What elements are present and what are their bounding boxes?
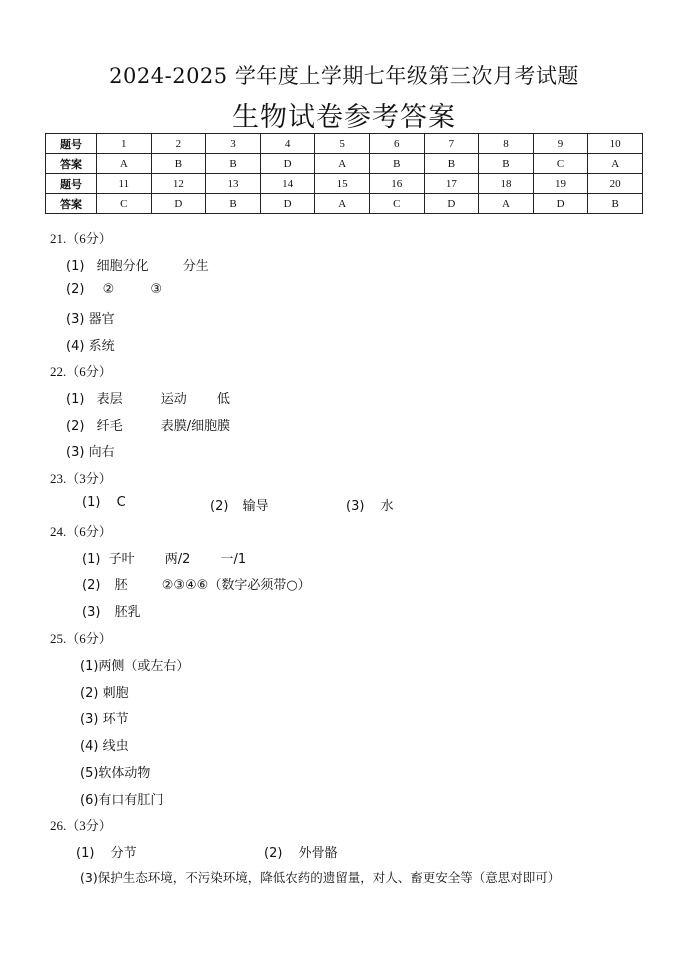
answer-cell: B bbox=[479, 154, 534, 174]
part-label: (2) bbox=[210, 499, 229, 514]
answer-text: 线虫 bbox=[102, 739, 129, 754]
part-label: (3) bbox=[66, 445, 85, 460]
question-number: 3 bbox=[206, 134, 261, 154]
q26-answer-1 bbox=[76, 842, 137, 861]
part-label: (1) bbox=[82, 495, 101, 510]
q23-answer-1 bbox=[82, 495, 126, 510]
q25-heading: 25.（6分） bbox=[50, 631, 112, 646]
question-number: 1 bbox=[97, 134, 152, 154]
part-label: (3) bbox=[82, 605, 101, 620]
question-number: 20 bbox=[588, 174, 643, 194]
table-row bbox=[46, 154, 643, 174]
answer-text: C bbox=[116, 495, 126, 510]
part-label: (4) bbox=[80, 739, 99, 754]
answer-cell: C bbox=[369, 194, 424, 214]
part-label: (1) bbox=[66, 392, 85, 407]
answer-text: 胚 bbox=[114, 578, 128, 593]
q21-answer-4 bbox=[66, 335, 115, 354]
answer-cell: B bbox=[588, 194, 643, 214]
part-label: (2) bbox=[66, 282, 85, 297]
row-header-answer: 答案 bbox=[46, 194, 97, 214]
q25-answer-4 bbox=[80, 735, 129, 754]
answer-cell: D bbox=[424, 194, 479, 214]
question-number: 14 bbox=[260, 174, 315, 194]
answer-text: 运动 bbox=[160, 392, 187, 407]
q21-answer-1 bbox=[66, 255, 209, 274]
answer-cell: A bbox=[588, 154, 643, 174]
part-label: (1) bbox=[66, 259, 85, 274]
question-number: 8 bbox=[479, 134, 534, 154]
answer-text: 刺胞 bbox=[102, 686, 129, 701]
answer-text: 水 bbox=[380, 499, 394, 514]
row-header-question: 题号 bbox=[46, 174, 97, 194]
q21-answer-3 bbox=[66, 308, 115, 327]
question-number: 15 bbox=[315, 174, 370, 194]
answer-cell: C bbox=[97, 194, 152, 214]
question-number: 6 bbox=[369, 134, 424, 154]
answer-cell: A bbox=[315, 154, 370, 174]
table-row bbox=[46, 174, 643, 194]
answer-table bbox=[45, 133, 643, 214]
answer-cell: D bbox=[151, 194, 206, 214]
answer-cell: D bbox=[260, 194, 315, 214]
part-label: (4) bbox=[66, 339, 85, 354]
q22-answer-2 bbox=[66, 415, 230, 434]
answer-text: 表层 bbox=[96, 392, 123, 407]
q22-heading: 22.（6分） bbox=[50, 364, 112, 379]
part-label: (2) bbox=[80, 686, 99, 701]
row-header-answer: 答案 bbox=[46, 154, 97, 174]
answer-text: 两/2 bbox=[164, 552, 191, 567]
answer-text: 向右 bbox=[88, 445, 115, 460]
part-label: (1) bbox=[82, 552, 101, 567]
answer-cell: B bbox=[424, 154, 479, 174]
question-number: 18 bbox=[479, 174, 534, 194]
q26-answer-3: (3)保护生态环境，不污染环境，降低农药的遗留量，对人、畜更安全等（意思对即可） bbox=[80, 870, 561, 885]
q21-answer-2 bbox=[66, 282, 162, 297]
question-number: 13 bbox=[206, 174, 261, 194]
question-number: 7 bbox=[424, 134, 479, 154]
q25-answer-5: (5)软体动物 bbox=[80, 766, 151, 781]
answer-text: 输导 bbox=[242, 499, 269, 514]
answer-text: 子叶 bbox=[108, 552, 135, 567]
q24-answer-3 bbox=[82, 601, 141, 620]
q25-answer-6: (6)有口有肛门 bbox=[80, 793, 164, 808]
answer-text: 分节 bbox=[110, 846, 137, 861]
answer-cell: A bbox=[315, 194, 370, 214]
part-label: (3) bbox=[66, 312, 85, 327]
question-number: 4 bbox=[260, 134, 315, 154]
answer-cell: D bbox=[533, 194, 588, 214]
part-label: (3) bbox=[80, 712, 99, 727]
question-number: 12 bbox=[151, 174, 206, 194]
answer-cell: B bbox=[206, 194, 261, 214]
answer-text: 胚乳 bbox=[114, 605, 141, 620]
answer-text: ② bbox=[102, 282, 115, 297]
answer-text: ②③④⑥（数字必须带○） bbox=[161, 578, 311, 593]
answer-cell: D bbox=[260, 154, 315, 174]
question-number: 10 bbox=[588, 134, 643, 154]
table-row bbox=[46, 194, 643, 214]
part-label: (2) bbox=[82, 578, 101, 593]
answer-text: 器官 bbox=[88, 312, 115, 327]
question-number: 2 bbox=[151, 134, 206, 154]
row-header-question: 题号 bbox=[46, 134, 97, 154]
part-label: (2) bbox=[264, 846, 283, 861]
question-number: 11 bbox=[97, 174, 152, 194]
q26-answer-2 bbox=[264, 842, 338, 861]
part-label: (2) bbox=[66, 419, 85, 434]
answer-text: 分生 bbox=[182, 259, 209, 274]
exam-title: 2024-2025 学年度上学期七年级第三次月考试题 bbox=[109, 64, 579, 88]
q24-heading: 24.（6分） bbox=[50, 524, 112, 539]
answer-text: 纤毛 bbox=[96, 419, 123, 434]
q23-answer-2 bbox=[210, 495, 269, 514]
q22-answer-1 bbox=[66, 388, 230, 407]
q25-answer-3 bbox=[80, 708, 129, 727]
answer-cell: B bbox=[206, 154, 261, 174]
q21-heading: 21.（6分） bbox=[50, 231, 112, 246]
question-number: 5 bbox=[315, 134, 370, 154]
answer-text: 表膜/细胞膜 bbox=[160, 419, 231, 434]
q25-answer-1: (1)两侧（或左右） bbox=[80, 659, 190, 674]
q24-answer-2 bbox=[82, 574, 311, 593]
question-number: 19 bbox=[533, 174, 588, 194]
q24-answer-1 bbox=[82, 548, 246, 567]
answer-cell: B bbox=[151, 154, 206, 174]
q23-answer-3 bbox=[346, 495, 394, 514]
answer-cell: C bbox=[533, 154, 588, 174]
answer-cell: A bbox=[97, 154, 152, 174]
part-label: (3) bbox=[346, 499, 365, 514]
answer-text: 细胞分化 bbox=[96, 259, 149, 274]
answer-cell: B bbox=[369, 154, 424, 174]
question-number: 9 bbox=[533, 134, 588, 154]
part-label: (1) bbox=[76, 846, 95, 861]
answer-text: 系统 bbox=[88, 339, 115, 354]
answer-text: 一/1 bbox=[220, 552, 247, 567]
answer-text: ③ bbox=[150, 282, 163, 297]
q25-answer-2 bbox=[80, 682, 129, 701]
q26-heading: 26.（3分） bbox=[50, 818, 112, 833]
answer-text: 环节 bbox=[102, 712, 129, 727]
question-number: 16 bbox=[369, 174, 424, 194]
q23-heading: 23.（3分） bbox=[50, 471, 112, 486]
answer-cell: A bbox=[479, 194, 534, 214]
question-number: 17 bbox=[424, 174, 479, 194]
answer-text: 低 bbox=[216, 392, 230, 407]
answer-text: 外骨骼 bbox=[298, 846, 338, 861]
exam-subtitle: 生物试卷参考答案 bbox=[232, 102, 456, 133]
table-row bbox=[46, 134, 643, 154]
q22-answer-3 bbox=[66, 441, 115, 460]
